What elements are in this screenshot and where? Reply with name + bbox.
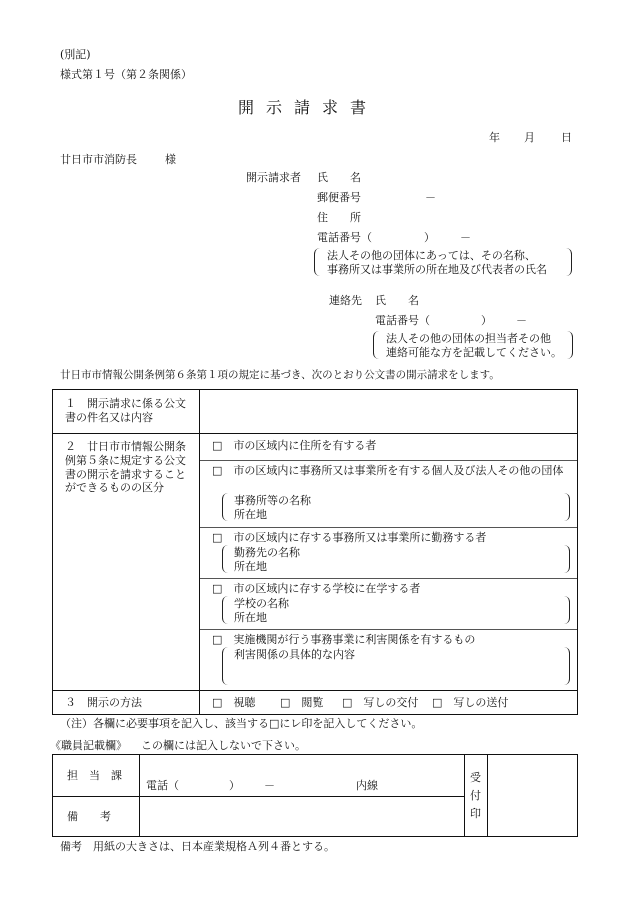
requester-phone-label: 電話番号（ bbox=[317, 231, 372, 244]
category-label: ２ 廿日市市情報公開条例第５条に規定する公文書の開示を請求することができるものの区分 bbox=[65, 440, 186, 495]
method-option-copy-issue[interactable]: □ 写しの交付 bbox=[342, 696, 419, 709]
contact-heading: 連絡先 bbox=[329, 294, 362, 307]
staff-phone-label: 電話（ bbox=[146, 779, 179, 792]
date-day-label: 日 bbox=[561, 131, 572, 144]
contact-note-line2: 連絡可能な方を記載してください。 bbox=[386, 346, 562, 359]
category-option-business[interactable] bbox=[200, 461, 577, 528]
requester-phone-dash: － bbox=[460, 231, 471, 244]
category-option-text: □ 市の区域内に住所を有する者 bbox=[212, 439, 377, 452]
workplace-name-label: 勤務先の名称 bbox=[234, 546, 300, 559]
business-address-label: 所在地 bbox=[234, 508, 267, 521]
category-option-resident[interactable] bbox=[200, 434, 577, 461]
remarks-field[interactable] bbox=[140, 797, 465, 837]
charge-label: 担 当 課 bbox=[67, 769, 122, 782]
corp-note-line1: 法人その他の団体にあっては、その名称、 bbox=[327, 249, 536, 262]
addressee: 廿日市市消防長 bbox=[60, 153, 137, 166]
category-option-text: □ 市の区域内に存する学校に在学する者 bbox=[212, 582, 421, 595]
contact-phone-label: 電話番号（ bbox=[375, 314, 430, 327]
staff-section-heading: 《職員記載欄》 bbox=[50, 739, 127, 752]
method-option-view[interactable]: □ 視聴 bbox=[212, 696, 256, 709]
subject-field[interactable] bbox=[200, 390, 578, 434]
business-name-label: 事務所等の名称 bbox=[234, 494, 311, 507]
contact-note-line1: 法人その他の団体の担当者その他 bbox=[386, 332, 551, 345]
school-address-label: 所在地 bbox=[234, 611, 267, 624]
category-option-interested[interactable] bbox=[200, 630, 577, 690]
subject-label: １ 開示請求に係る公文書の件名又は内容 bbox=[65, 397, 186, 424]
charge-field[interactable] bbox=[140, 755, 465, 797]
footer-note: 備考 用紙の大きさは、日本産業規格Ａ列４番とする。 bbox=[60, 840, 335, 853]
corp-note-line2: 事務所又は事業所の所在地及び代表者の氏名 bbox=[327, 263, 547, 276]
page-title: 開示請求書 bbox=[238, 98, 379, 117]
request-table bbox=[52, 389, 578, 715]
requester-postal-label: 郵便番号 bbox=[317, 191, 361, 204]
category-option-text: □ 市の区域内に事務所又は事業所を有する個人及び法人その他の団体 bbox=[212, 464, 564, 477]
requester-address-label: 住 所 bbox=[317, 211, 361, 224]
requester-name-label: 氏 名 bbox=[317, 171, 361, 184]
staff-section-note: この欄には記入しないで下さい。 bbox=[141, 739, 306, 752]
method-option-copy-mail[interactable]: □ 写しの送付 bbox=[432, 696, 509, 709]
annex-label: (別記) bbox=[60, 48, 91, 61]
staff-extension-label: 内線 bbox=[356, 779, 378, 792]
method-label: ３ 開示の方法 bbox=[65, 696, 142, 709]
request-statement: 廿日市市情報公開条例第６条第１項の規定に基づき、次のとおり公文書の開示請求をします。 bbox=[60, 369, 500, 381]
category-option-text: □ 市の区域内に存する事務所又は事業所に勤務する者 bbox=[212, 531, 487, 544]
category-option-student[interactable] bbox=[200, 579, 577, 630]
staff-phone-dash: － bbox=[264, 779, 275, 792]
method-options bbox=[200, 691, 578, 715]
staff-table bbox=[52, 754, 578, 837]
requester-postal-dash: － bbox=[425, 191, 436, 204]
date-month-label: 月 bbox=[524, 131, 535, 144]
interest-detail-label: 利害関係の具体的な内容 bbox=[234, 648, 355, 661]
honorific: 様 bbox=[165, 153, 176, 166]
date-year-label: 年 bbox=[489, 131, 500, 144]
staff-phone-close: ） bbox=[229, 779, 240, 792]
receipt-stamp-area[interactable] bbox=[488, 755, 578, 837]
category-option-text: □ 実施機関が行う事務事業に利害関係を有するもの bbox=[212, 633, 476, 646]
school-name-label: 学校の名称 bbox=[234, 597, 289, 610]
receipt-stamp-label: 受付印 bbox=[470, 771, 481, 820]
instruction-note: （注）各欄に必要事項を記入し、該当する□にレ印を記入してください。 bbox=[60, 717, 423, 730]
requester-phone-close: ） bbox=[424, 231, 435, 244]
category-options bbox=[200, 434, 578, 691]
remarks-label: 備 考 bbox=[67, 810, 111, 823]
contact-phone-close: ） bbox=[481, 314, 492, 327]
method-option-inspect[interactable]: □ 閲覧 bbox=[280, 696, 324, 709]
category-option-worker[interactable] bbox=[200, 528, 577, 579]
requester-heading: 開示請求者 bbox=[246, 171, 301, 184]
contact-phone-dash: － bbox=[516, 314, 527, 327]
contact-name-label: 氏 名 bbox=[375, 294, 419, 307]
workplace-address-label: 所在地 bbox=[234, 560, 267, 573]
form-number: 様式第１号（第２条関係） bbox=[60, 68, 192, 81]
